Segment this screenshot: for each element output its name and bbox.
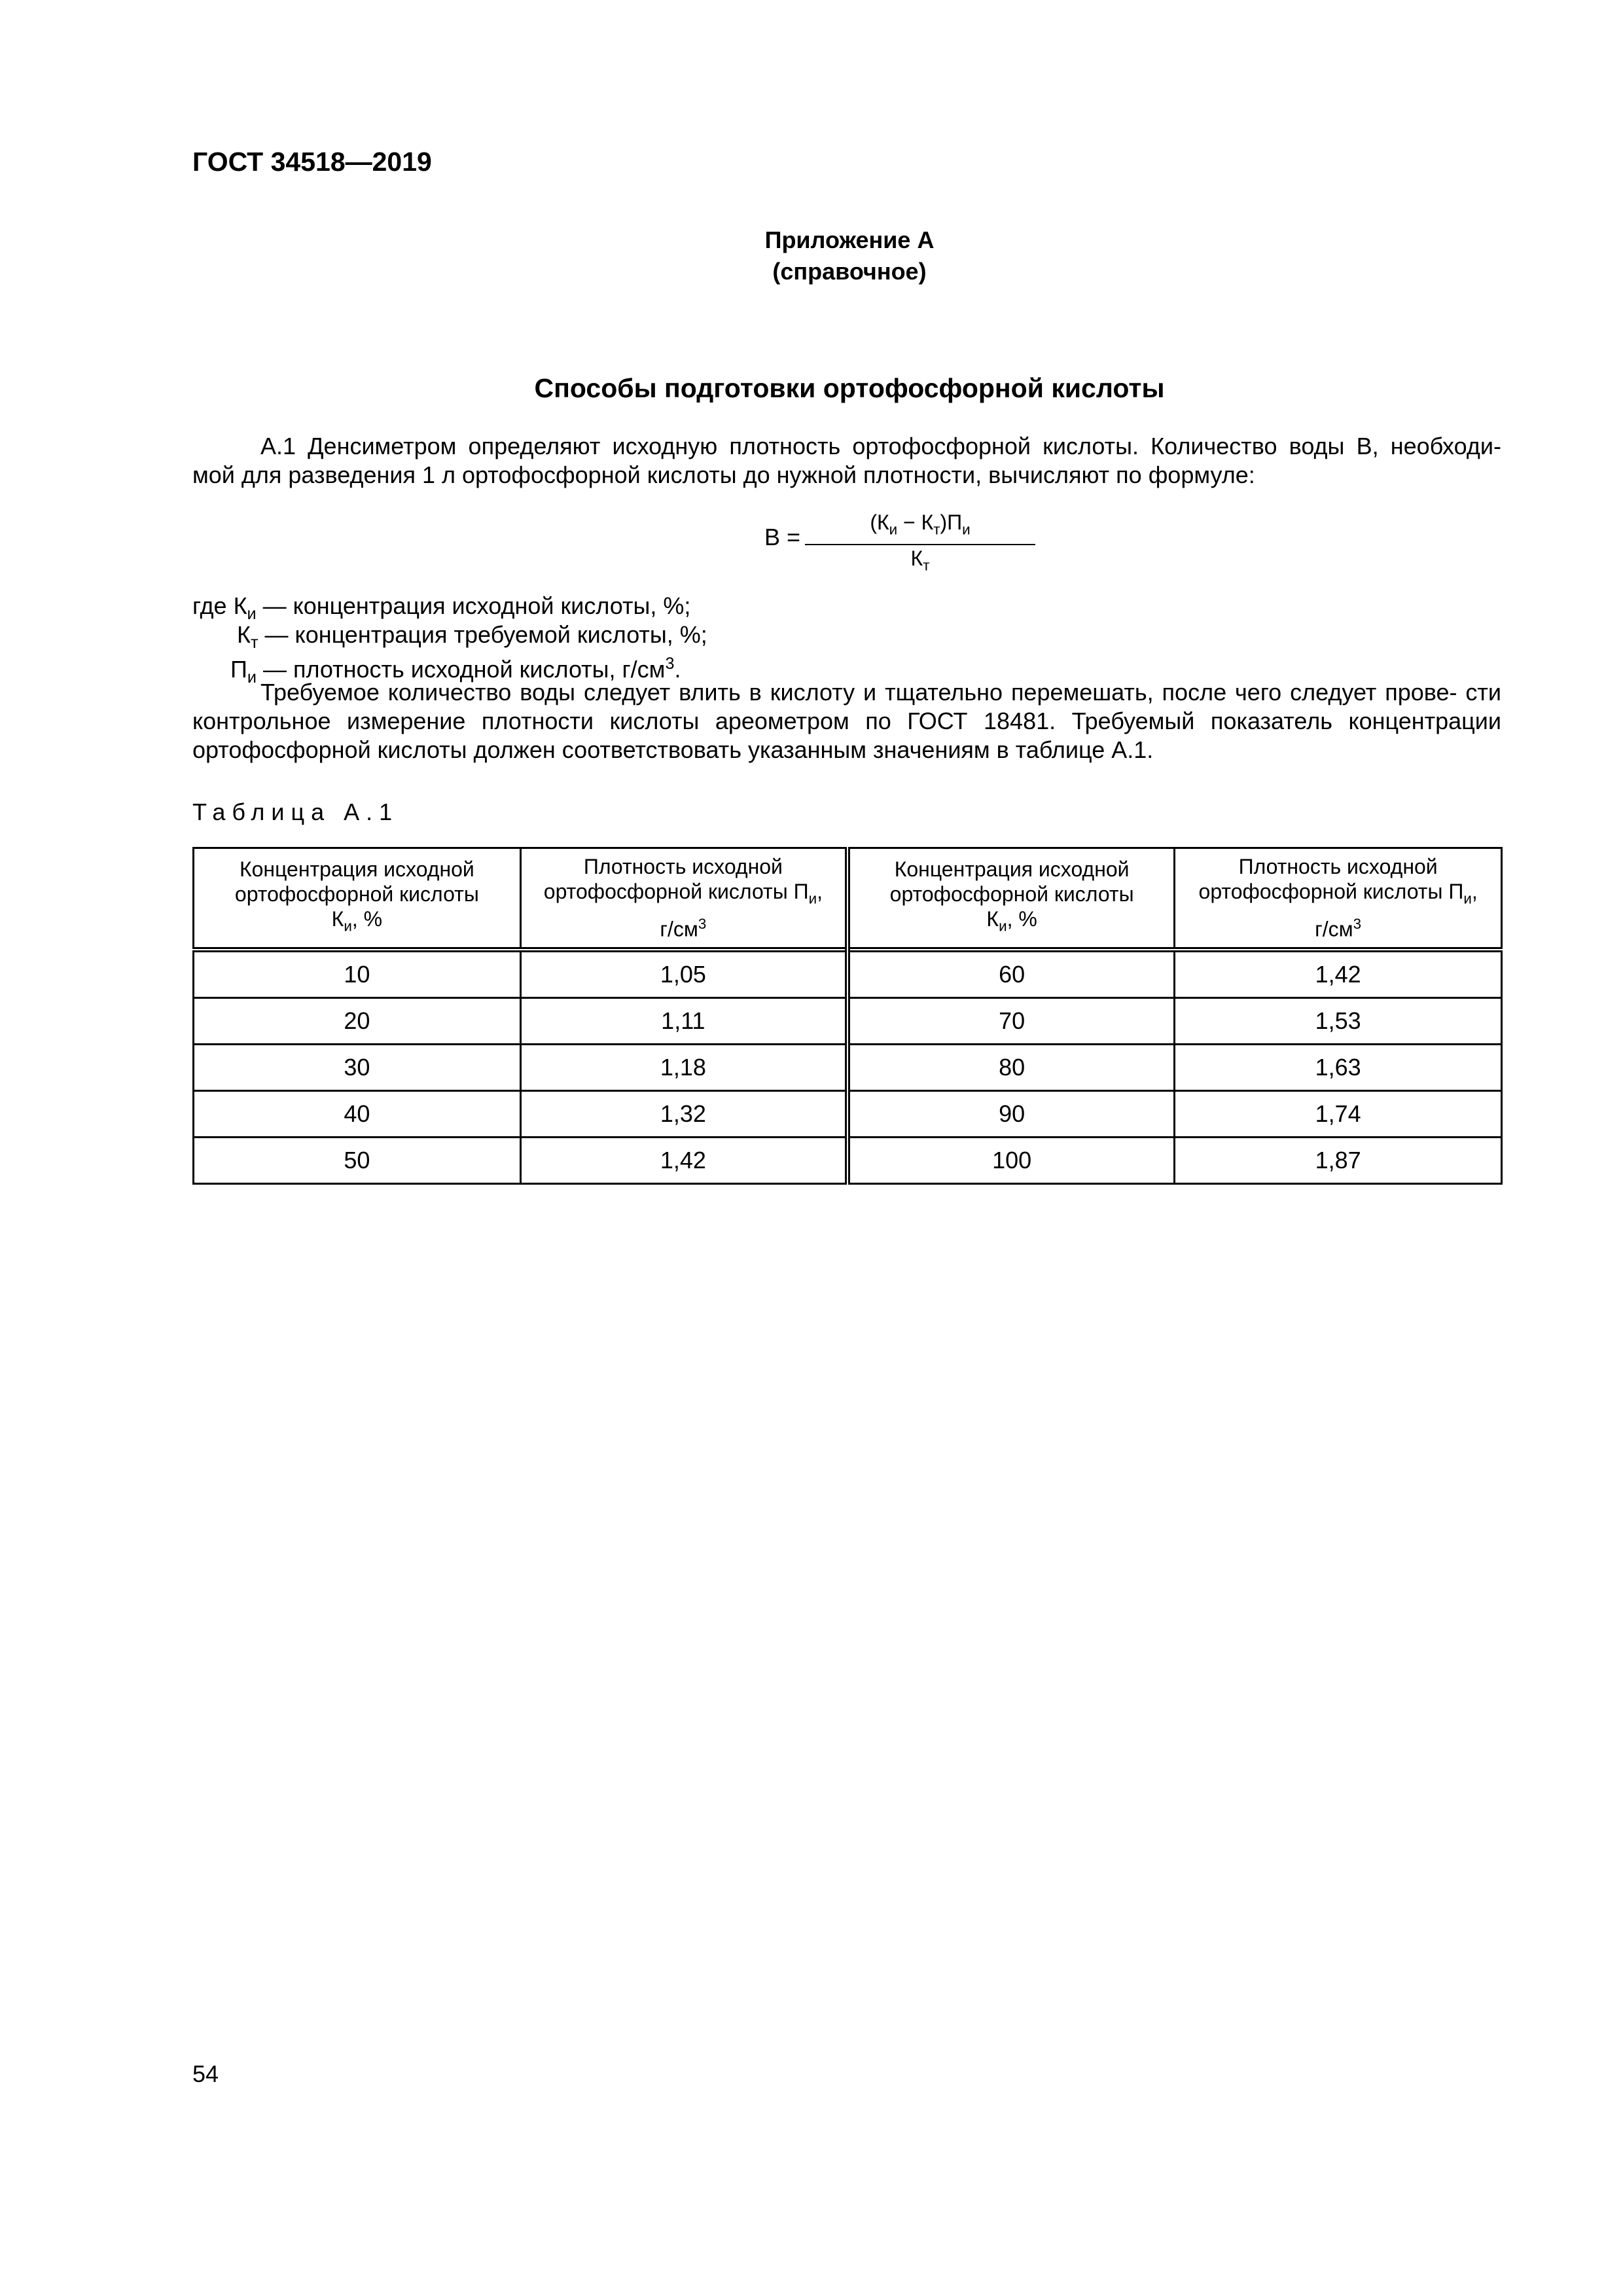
table-row	[194, 1138, 1502, 1184]
table-cell: 1,18	[520, 1045, 847, 1091]
table-cell: 70	[847, 998, 1175, 1045]
table-cell: 1,11	[520, 998, 847, 1045]
header-concentration-2: Концентрация исходной ортофосфорной кислоты $К_и$, %	[847, 848, 1175, 950]
header-concentration-1: Концентрация исходной ортофосфорной кислоты $К_и$, %	[194, 848, 521, 950]
paragraph-a1-line2: мой для разведения 1 л ортофосфорной кислоты до нужной плотности, вычисляют по формуле:	[192, 461, 1255, 488]
table-row	[194, 1091, 1502, 1138]
table-cell: 1,87	[1175, 1138, 1502, 1184]
appendix-heading	[0, 224, 1623, 287]
table-cell: 1,53	[1175, 998, 1502, 1045]
table-cell: 1,74	[1175, 1091, 1502, 1138]
table-row	[194, 998, 1502, 1045]
table-caption: Таблица А.1	[192, 798, 399, 825]
formula-numerator: $(К_и - К_т)П_и$	[805, 509, 1035, 545]
page-number: 54	[192, 2060, 219, 2087]
table-cell: 1,32	[520, 1091, 847, 1138]
table-cell: 50	[194, 1138, 521, 1184]
formula-fraction	[805, 509, 1035, 579]
formula-denominator: $К_т$	[910, 547, 930, 574]
appendix-title: Приложение А	[764, 226, 935, 253]
paragraph-water: Требуемое количество воды следует влить в кислоту и тщательно перемешать, после чего следует прове- сти контрольное измерение плотности кислоты ареометром по ГОСТ 18481. Требуемый показатель концентрации ортофосфорной кислоты должен соответствовать указанным значениям в таблице А.1.	[192, 679, 1501, 763]
header-density-2: Плотность исходной ортофосфорной кислоты $П_и$, $г/см^3$	[1175, 848, 1502, 950]
table-header-row	[194, 848, 1502, 950]
table-cell: 1,05	[520, 950, 847, 998]
section-title: Способы подготовки ортофосфорной кислоты	[534, 373, 1165, 403]
where-item-k-t: $К_т$ — концентрация требуемой кислоты, %;	[237, 621, 707, 653]
table-cell: 60	[847, 950, 1175, 998]
table-cell: 20	[194, 998, 521, 1045]
table-cell: 90	[847, 1091, 1175, 1138]
appendix-subtitle: (справочное)	[772, 258, 927, 285]
where-item-p-i: $П_и$ — плотность исходной кислоты, $г/см^3$.	[230, 655, 681, 687]
table-cell: 40	[194, 1091, 521, 1138]
paragraph-a1-line1: А.1 Денсиметром определяют исходную плотность ортофосфорной кислоты. Количество воды В, необходи-	[260, 433, 1501, 459]
table-row	[194, 950, 1502, 998]
table-cell: 100	[847, 1138, 1175, 1184]
table-cell: 80	[847, 1045, 1175, 1091]
table-cell: 1,42	[520, 1138, 847, 1184]
standard-header: ГОСТ 34518—2019	[192, 147, 432, 177]
table-cell: 1,63	[1175, 1045, 1502, 1091]
where-item-k-i: где $К_и$ — концентрация исходной кислоты, %;	[192, 592, 691, 624]
table-cell: 1,42	[1175, 950, 1502, 998]
formula-lhs: В =	[764, 524, 801, 550]
table-cell: 10	[194, 950, 521, 998]
density-table	[192, 847, 1503, 1185]
paragraph-a1	[192, 432, 1501, 490]
table-row	[194, 1045, 1502, 1091]
table-cell: 30	[194, 1045, 521, 1091]
header-density-1: Плотность исходной ортофосфорной кислоты $П_и$, $г/см^3$	[520, 848, 847, 950]
